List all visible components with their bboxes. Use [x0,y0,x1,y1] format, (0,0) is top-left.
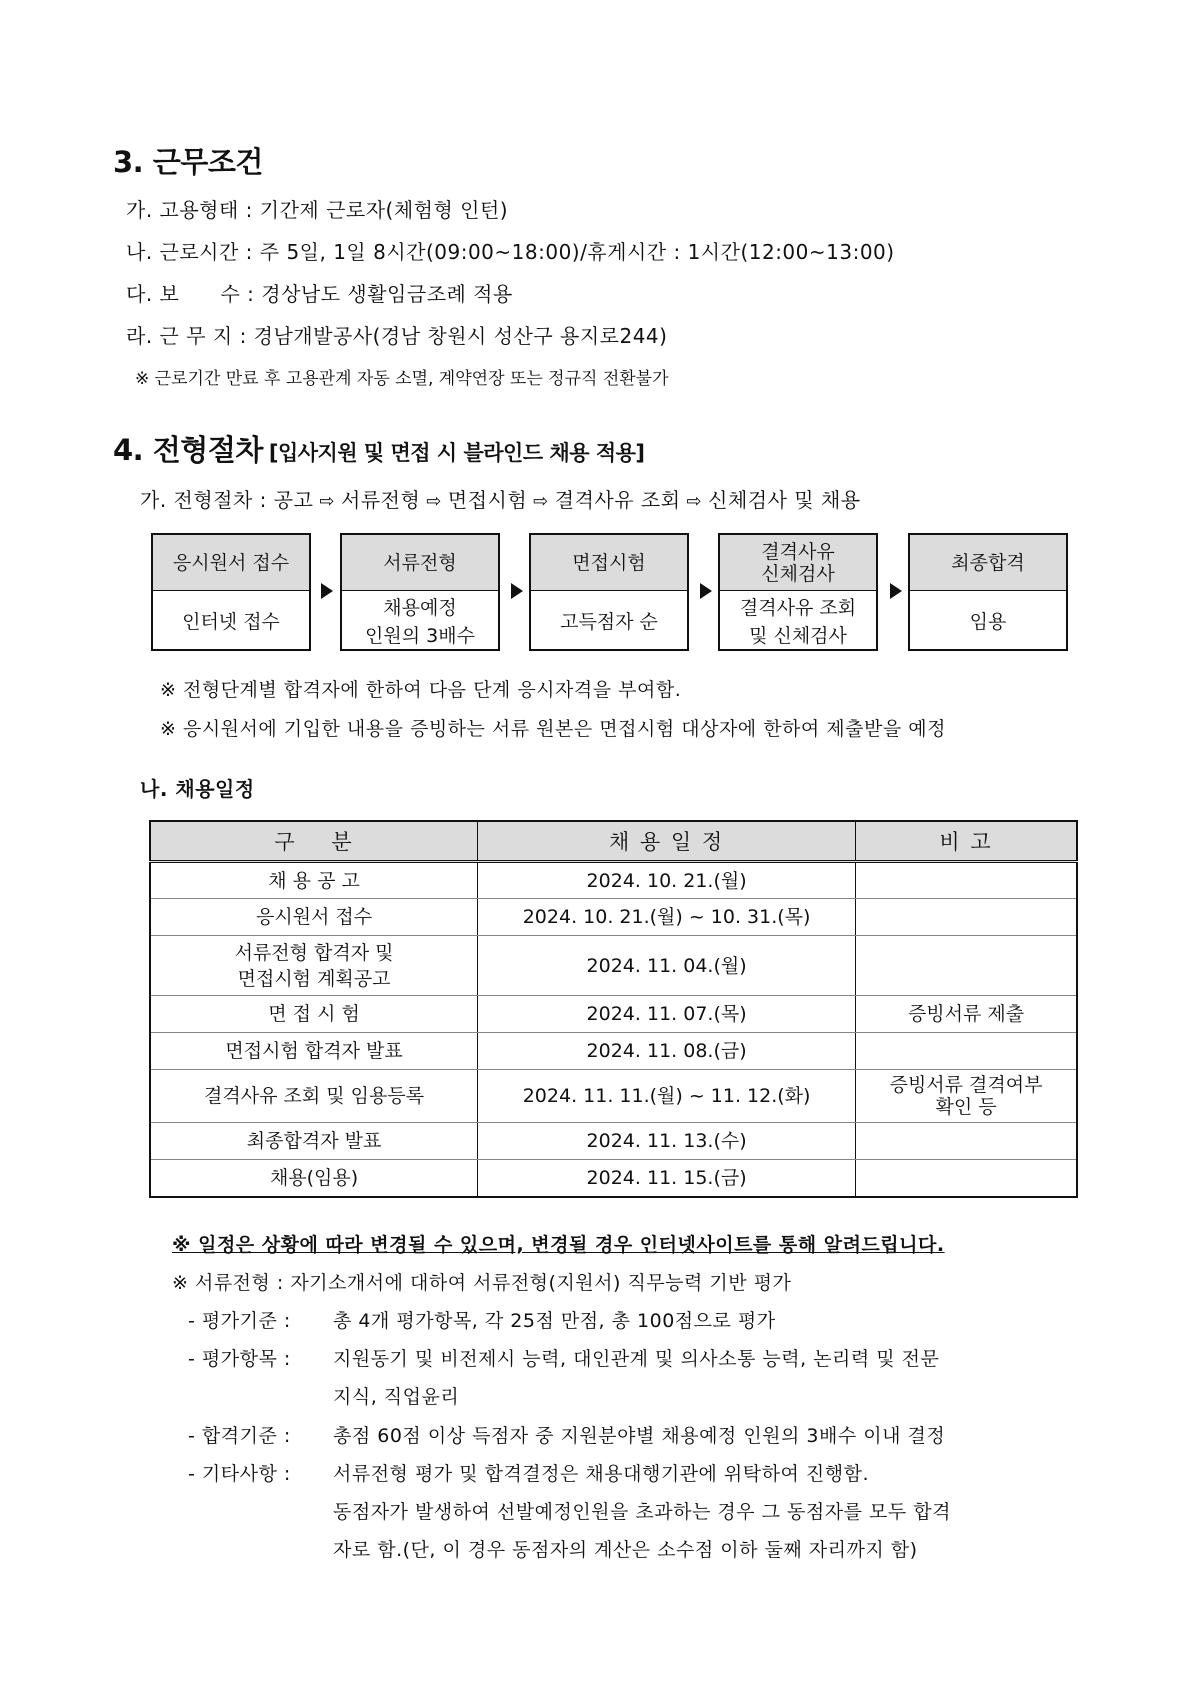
schedule-date: 2024. 11. 13.(수) [478,1123,856,1160]
schedule-item: 응시원서 접수 [150,899,478,936]
schedule-note [856,1033,1077,1070]
process-prefix: 가. 전형절차 : [140,488,274,512]
schedule-notice: ※ 일정은 상황에 따라 변경될 수 있으며, 변경될 경우 인터넷사이트를 통해 알려드립니다. [172,1234,945,1256]
criteria-text: 자로 함.(단, 이 경우 동점자의 계산은 소수점 이하 둘째 자리까지 함) [333,1539,918,1561]
criteria-text: 지식, 직업윤리 [333,1386,460,1408]
flow-box-interview [529,533,689,651]
criteria-label: - 평가기준 : [188,1310,291,1332]
section-4-subtitle: [입사지원 및 면접 시 블라인드 채용 적용] [268,441,645,465]
table-row [150,1033,1077,1070]
table-row [150,1070,1077,1123]
flow-arrow-icon [890,583,902,599]
flow-box-title: 면접시험 [531,535,687,591]
schedule-date: 2024. 11. 15.(금) [478,1160,856,1197]
table-header-row [150,821,1077,862]
table-row [150,996,1077,1033]
work-condition-employment-type: 가. 고용형태 : 기간제 근로자(체험형 인턴) [126,198,509,222]
flow-note: ※ 전형단계별 합격자에 한하여 다음 단계 응시자격을 부여함. [160,679,682,701]
criteria-text: 동점자가 발생하여 선발예정인원을 초과하는 경우 그 동점자를 모두 합격 [333,1501,951,1523]
schedule-item: 결격사유 조회 및 임용등록 [150,1070,478,1123]
right-arrow-icon: ⇨ [686,491,703,512]
section-4-title [113,428,645,469]
work-condition-location: 라. 근 무 지 : 경남개발공사(경남 창원시 성산구 용지로244) [126,324,668,348]
schedule-date: 2024. 10. 21.(월) ~ 10. 31.(목) [478,899,856,936]
schedule-item: 채 용 공 고 [150,862,478,899]
flow-box-title: 응시원서 접수 [153,535,309,591]
schedule-date: 2024. 11. 04.(월) [478,936,856,996]
flow-box-desc: 결격사유 조회 및 신체검사 [739,596,857,647]
schedule-item: 최종합격자 발표 [150,1123,478,1160]
schedule-note [856,1160,1077,1197]
table-row [150,1123,1077,1160]
flow-box-final-pass [908,533,1068,651]
right-arrow-icon: ⇨ [319,491,336,512]
schedule-note [856,862,1077,899]
column-header: 구 분 [150,821,478,862]
screening-intro: ※ 서류전형 : 자기소개서에 대하여 서류전형(지원서) 직무능력 기반 평가 [172,1272,792,1294]
flow-box-desc: 인터넷 접수 [182,610,280,633]
table-row [150,936,1077,996]
schedule-item: 서류전형 합격자 및 면접시험 계획공고 [150,936,478,996]
schedule-note: 증빙서류 제출 [856,996,1077,1033]
process-step: 공고 [273,488,314,512]
section-4-title-text: 4. 전형절차 [113,433,263,467]
schedule-item: 면접시험 합격자 발표 [150,1033,478,1070]
criteria-text: 총점 60점 이상 득점자 중 지원분야별 채용예정 인원의 3배수 이내 결정 [333,1425,946,1447]
right-arrow-icon: ⇨ [426,491,442,512]
schedule-table [149,820,1078,1198]
flow-arrow-icon [321,583,333,599]
schedule-note [856,1123,1077,1160]
section-3-title: 3. 근무조건 [113,145,263,179]
process-step: 면접시험 [447,488,528,512]
flow-box-disqualification-check [718,533,878,651]
process-summary [140,484,861,513]
flow-box-application [151,533,311,651]
work-condition-note: ※ 근로기간 만료 후 고용관계 자동 소멸, 계약연장 또는 정규직 전환불가 [135,369,669,389]
schedule-note: 증빙서류 결격여부 확인 등 [856,1070,1077,1123]
flow-box-title: 최종합격 [910,535,1066,591]
criteria-text: 총 4개 평가항목, 각 25점 만점, 총 100점으로 평가 [333,1310,776,1332]
schedule-item: 면 접 시 험 [150,996,478,1033]
process-step: 결격사유 조회 [554,488,681,512]
schedule-date: 2024. 11. 07.(목) [478,996,856,1033]
table-row [150,862,1077,899]
criteria-label: - 평가항목 : [188,1348,291,1370]
criteria-text: 서류전형 평가 및 합격결정은 채용대행기관에 위탁하여 진행함. [333,1463,869,1485]
flow-box-desc: 고득점자 순 [560,610,658,633]
table-row [150,1160,1077,1197]
column-header: 채 용 일 정 [478,821,856,862]
table-row [150,899,1077,936]
schedule-date: 2024. 10. 21.(월) [478,862,856,899]
flow-box-desc: 임용 [969,610,1007,633]
schedule-date: 2024. 11. 08.(금) [478,1033,856,1070]
work-condition-hours: 나. 근로시간 : 주 5일, 1일 8시간(09:00~18:00)/휴게시간 : 1시간(12:00~13:00) [126,240,895,264]
flow-box-title: 서류전형 [342,535,498,591]
schedule-note [856,899,1077,936]
schedule-date: 2024. 11. 11.(월) ~ 11. 12.(화) [478,1070,856,1123]
criteria-label: - 기타사항 : [188,1463,291,1485]
process-step: 서류전형 [341,488,421,512]
work-condition-pay: 다. 보 수 : 경상남도 생활임금조례 적용 [126,282,513,306]
flow-arrow-icon [511,583,523,599]
flow-note: ※ 응시원서에 기입한 내용을 증빙하는 서류 원본은 면접시험 대상자에 한하여 제출받을 예정 [160,718,946,740]
schedule-note [856,936,1077,996]
flow-box-document-screening [340,533,500,651]
flow-box-title: 결격사유 신체검사 [720,535,876,591]
criteria-text: 지원동기 및 비전제시 능력, 대인관계 및 의사소통 능력, 논리력 및 전문 [333,1348,940,1370]
flow-box-desc: 채용예정 인원의 3배수 [365,596,475,647]
flow-arrow-icon [700,583,712,599]
process-step: 신체검사 및 채용 [708,488,861,512]
schedule-item: 채용(임용) [150,1160,478,1197]
schedule-title: 나. 채용일정 [140,777,255,801]
right-arrow-icon: ⇨ [533,491,549,512]
column-header: 비 고 [856,821,1077,862]
criteria-label: - 합격기준 : [188,1425,291,1447]
